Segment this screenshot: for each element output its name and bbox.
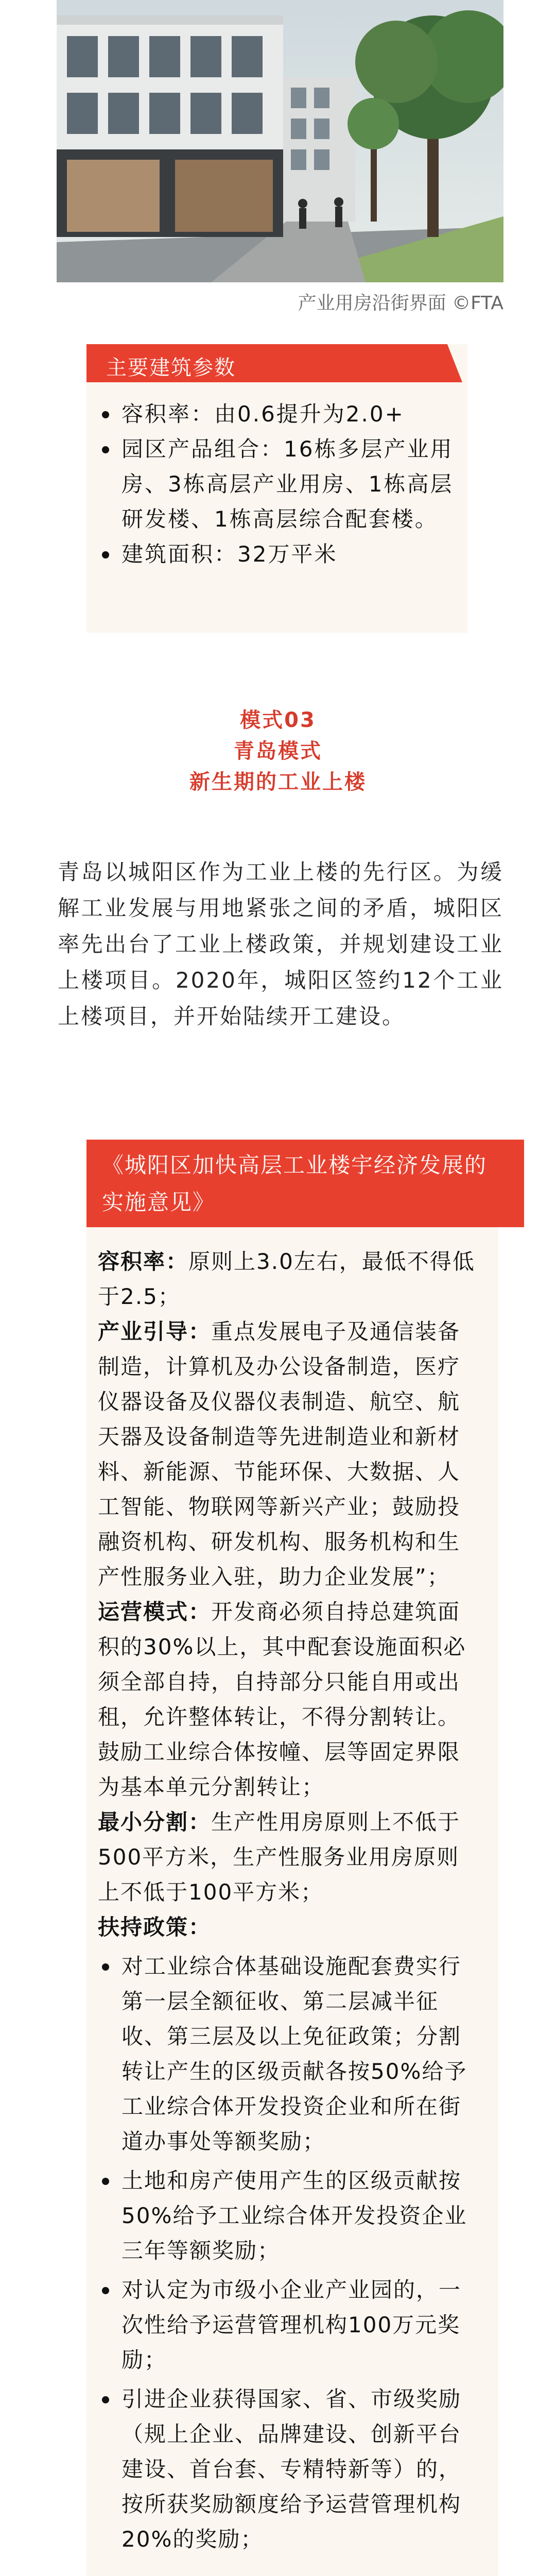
params-header	[86, 344, 467, 382]
policy-split	[98, 1805, 479, 1910]
policy-content	[98, 1244, 479, 2557]
policy-header	[86, 1140, 524, 1227]
mode-name: 青岛模式	[234, 739, 322, 763]
mode-heading	[0, 705, 556, 798]
policy-industry-text: 重点发展电子及通信装备制造，计算机及办公设备制造，医疗仪器设备及仪器仪表制造、航空、航天器及设备制造等先进制造业和新材料、新能源、节能环保、大数据、人工智能、物联网等新兴产业；鼓励投融资机构、研发机构、服务机构和生产性服务业入驻，助力企业发展”；	[98, 1319, 461, 1589]
policy-support-label: 扶持政策：	[98, 1914, 212, 1940]
policy-ops-label: 运营模式：	[98, 1599, 212, 1624]
policy-ops	[98, 1595, 479, 1805]
support-item: 土地和房产使用产生的区级贡献按50%给予工业综合体开发投资企业三年等额奖励；	[98, 2163, 479, 2268]
support-item: 引进企业获得国家、省、市级奖励（规上企业、品牌建设、创新平台建设、首台套、专精特新等）的，按所获奖励额度给予运营管理机构20%的奖励；	[98, 2382, 479, 2557]
params-item-mix: 园区产品组合：16栋多层产业用房、3栋高层产业用房、1栋高层研发楼、1栋高层综合配套楼。	[98, 432, 458, 537]
params-title: 主要建筑参数	[106, 356, 236, 380]
params-list	[98, 397, 458, 572]
policy-split-label: 最小分割：	[98, 1809, 212, 1835]
policy-industry	[98, 1314, 479, 1595]
policy-support-list	[98, 1949, 479, 2557]
support-item: 对认定为市级小企业产业园的，一次性给予运营管理机构100万元奖励；	[98, 2273, 479, 2378]
image-caption: 产业用房沿街界面 ©FTA	[298, 293, 503, 314]
mode-subtitle: 新生期的工业上楼	[189, 770, 367, 794]
support-item: 对工业综合体基础设施配套费实行第一层全额征收、第二层减半征收、第三层及以上免征政策；分割转让产生的区级贡献各按50%给予工业综合体开发投资企业和所在街道办事处等额奖励；	[98, 1949, 479, 2159]
policy-support	[98, 1910, 479, 1945]
policy-far-label: 容积率：	[98, 1249, 189, 1274]
policy-ops-text: 开发商必须自持总建筑面积的30%以上，其中配套设施面积必须全部自持，自持部分只能自用或出租，允许整体转让，不得分割转让。鼓励工业综合体按幢、层等固定界限为基本单元分割转让；	[98, 1599, 466, 1800]
policy-title: 《城阳区加快高层工业楼宇经济发展的实施意见》	[102, 1153, 488, 1215]
policy-industry-label: 产业引导：	[98, 1319, 212, 1344]
hero-image	[57, 0, 503, 282]
mode-number: 模式03	[240, 708, 316, 732]
params-item-area: 建筑面积：32万平米	[98, 537, 458, 572]
policy-far	[98, 1244, 479, 1314]
intro-paragraph: 青岛以城阳区作为工业上楼的先行区。为缓解工业发展与用地紧张之间的矛盾，城阳区率先出台了工业上楼政策，并规划建设工业上楼项目。2020年，城阳区签约12个工业上楼项目，并开始陆续开工建设。	[58, 859, 503, 1029]
policy-split-text: 生产性用房原则上不低于500平方米，生产性服务业用房原则上不低于100平方米；	[98, 1809, 461, 1905]
params-item-far: 容积率：由0.6提升为2.0+	[98, 397, 458, 432]
policy-far-text: 原则上3.0左右，最低不得低于2.5；	[98, 1249, 475, 1309]
